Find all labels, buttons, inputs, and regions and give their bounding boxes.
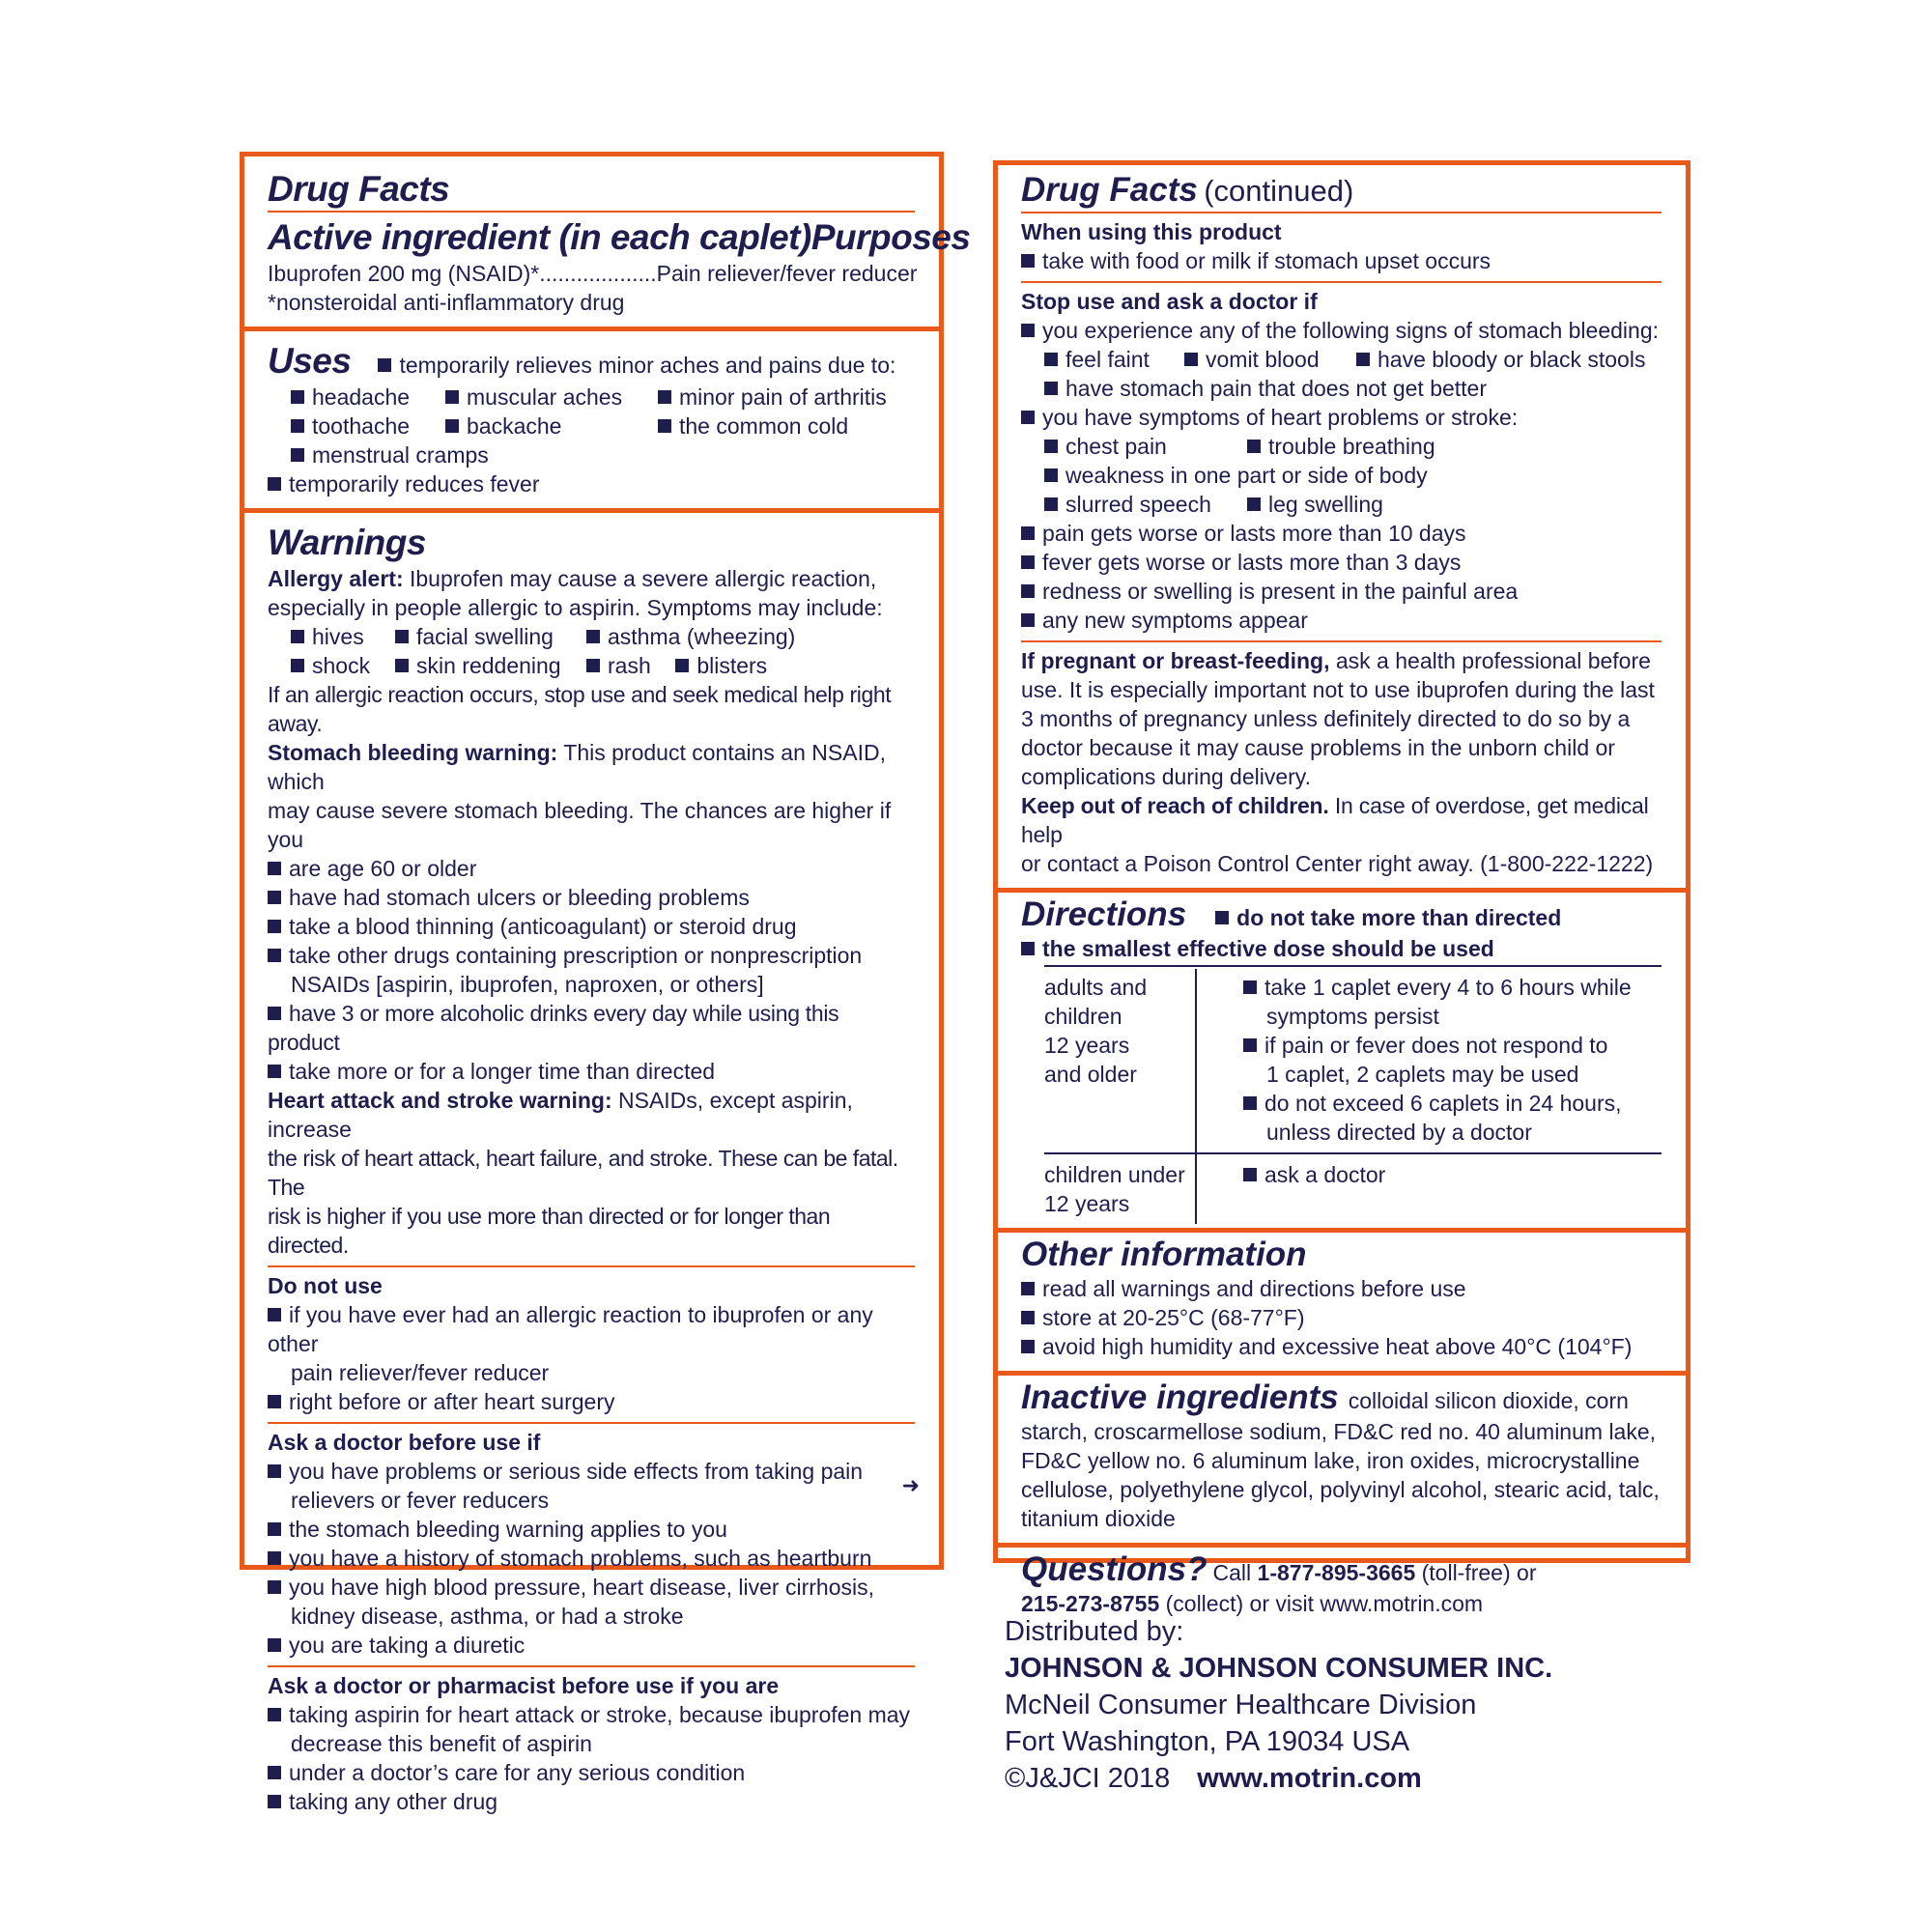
ask-pharmacist-item: taking aspirin for heart attack or stroke, because ibuprofen may xyxy=(289,1702,911,1727)
bullet-icon xyxy=(268,891,281,904)
bullet-icon xyxy=(395,659,409,672)
bullet-icon xyxy=(291,390,304,404)
bullet-icon xyxy=(1021,1340,1035,1353)
toll-free-number[interactable]: 1-877-895-3665 xyxy=(1257,1560,1416,1585)
bullet-icon xyxy=(675,659,689,672)
division-name: McNeil Consumer Healthcare Division xyxy=(1005,1690,1477,1720)
active-ingredient: Ibuprofen 200 mg (NSAID)* xyxy=(268,261,540,286)
heart-sign: leg swelling xyxy=(1268,492,1383,517)
symptom: asthma (wheezing) xyxy=(608,624,796,649)
uses-last: temporarily reduces fever xyxy=(289,471,540,497)
heart-text-3: risk is higher if you use more than directed or for longer than directed. xyxy=(268,1204,831,1258)
symptom: rash xyxy=(608,653,651,678)
bullet-icon xyxy=(1021,555,1035,569)
directions-table xyxy=(1044,969,1662,1224)
bullet-icon xyxy=(1243,980,1257,994)
use-item: headache xyxy=(312,384,411,410)
dot-leader: ................... xyxy=(539,261,657,286)
keep-out-text: In case of overdose, get medical help xyxy=(1021,793,1649,847)
ask-doctor-item: you have high blood pressure, heart disease, liver cirrhosis, xyxy=(289,1575,874,1600)
website-link[interactable]: www.motrin.com xyxy=(1197,1763,1422,1794)
active-ingredient-heading: Active ingredient (in each caplet) xyxy=(268,217,811,257)
heart-text: NSAIDs, except aspirin, increase xyxy=(268,1088,853,1142)
when-using-item: take with food or milk if stomach upset occurs xyxy=(1042,248,1492,273)
stomach-item: are age 60 or older xyxy=(289,856,477,881)
bullet-icon xyxy=(268,1522,281,1536)
bullet-icon xyxy=(1044,353,1058,366)
age-group: children under xyxy=(1044,1162,1185,1187)
stomach-text-2: may cause severe stomach bleeding. The chances are higher if you xyxy=(268,798,892,852)
bullet-icon xyxy=(658,390,671,404)
directions-section xyxy=(998,893,1686,1233)
use-item: menstrual cramps xyxy=(312,442,489,468)
drug-facts-header-section xyxy=(244,156,971,331)
inactive-ingredients-section xyxy=(998,1376,1686,1548)
purpose-value: Pain reliever/fever reducer xyxy=(656,261,918,286)
age-group: 12 years xyxy=(1044,1033,1130,1058)
footnote: *nonsteroidal anti-inflammatory drug xyxy=(268,290,625,315)
bleed-sign: vomit blood xyxy=(1206,347,1320,372)
allergy-text-2: especially in people allergic to aspirin. Symptoms may include: xyxy=(268,595,883,620)
bullet-icon xyxy=(1021,254,1035,268)
bullet-icon xyxy=(291,419,304,433)
continued-label: (continued) xyxy=(1204,174,1354,208)
bleed-sign: have bloody or black stools xyxy=(1378,347,1646,372)
bullet-icon xyxy=(1247,497,1261,511)
bullet-icon xyxy=(445,419,459,433)
purposes-heading: Purposes xyxy=(810,217,971,257)
do-not-use-item-cont: pain reliever/fever reducer xyxy=(291,1360,550,1385)
uses-section xyxy=(244,331,939,513)
bullet-icon xyxy=(268,1308,281,1321)
dosage-instruction-cont: unless directed by a doctor xyxy=(1266,1120,1532,1145)
bullet-icon xyxy=(586,659,600,672)
bullet-icon xyxy=(1021,613,1035,627)
bullet-icon xyxy=(1021,324,1035,337)
bullet-icon xyxy=(395,630,409,643)
bullet-icon xyxy=(268,1464,281,1478)
warnings-heading: Warnings xyxy=(268,523,426,562)
inactive-ingredients-text: colloidal silicon dioxide, corn xyxy=(1348,1388,1629,1413)
active-ingredient-row xyxy=(268,259,918,288)
bullet-icon xyxy=(1044,382,1058,395)
bullet-icon xyxy=(268,920,281,933)
bullet-icon xyxy=(1021,526,1035,540)
keep-out-label: Keep out of reach of children. xyxy=(1021,793,1329,818)
ask-doctor-item: you are taking a diuretic xyxy=(289,1633,526,1658)
bullet-icon xyxy=(1044,497,1058,511)
bullet-icon xyxy=(1021,411,1035,424)
bullet-icon xyxy=(1021,1311,1035,1324)
questions-heading: Questions? xyxy=(1021,1550,1208,1588)
company-address: Fort Washington, PA 19034 USA xyxy=(1005,1726,1410,1757)
bullet-icon xyxy=(291,630,304,643)
ask-pharmacist-item: taking any other drug xyxy=(289,1789,498,1814)
bullet-icon xyxy=(586,630,600,643)
collect-number[interactable]: 215-273-8755 xyxy=(1021,1591,1160,1616)
do-not-use-item: if you have ever had an allergic reaction to ibuprofen or any other xyxy=(268,1302,873,1356)
keep-out-text-2: or contact a Poison Control Center right away. (1-800-222-1222) xyxy=(1021,851,1654,876)
stomach-item: take more or for a longer time than directed xyxy=(289,1059,716,1084)
bullet-icon xyxy=(268,1065,281,1078)
stop-item: fever gets worse or lasts more than 3 days xyxy=(1042,550,1462,575)
when-using-heading: When using this product xyxy=(1021,219,1282,244)
bullet-icon xyxy=(1184,353,1198,366)
dosage-instruction: if pain or fever does not respond to xyxy=(1264,1033,1608,1058)
pregnancy-label: If pregnant or breast-feeding, xyxy=(1021,648,1330,673)
dosage-instruction-cont: 1 caplet, 2 caplets may be used xyxy=(1266,1062,1579,1087)
bullet-icon xyxy=(1215,911,1229,924)
inactive-ingredients-heading: Inactive ingredients xyxy=(1021,1378,1339,1416)
continued-arrow-icon: ➜ xyxy=(901,1473,920,1497)
allergy-alert-label: Allergy alert: xyxy=(268,566,404,591)
other-info-item: avoid high humidity and excessive heat above 40°C (104°F) xyxy=(1042,1334,1633,1359)
directions-heading: Directions xyxy=(1021,895,1187,933)
uses-intro: temporarily relieves minor aches and pains due to: xyxy=(399,353,896,378)
symptom: facial swelling xyxy=(416,624,554,649)
ask-doctor-item: you have a history of stomach problems, such as heartburn xyxy=(289,1546,872,1571)
stomach-item: take a blood thinning (anticoagulant) or steroid drug xyxy=(289,914,797,939)
distributed-by-label: Distributed by: xyxy=(1005,1616,1184,1647)
bullet-icon xyxy=(268,1551,281,1565)
heart-sign: slurred speech xyxy=(1065,492,1211,517)
stop-item: you experience any of the following signs of stomach bleeding: xyxy=(1042,318,1660,343)
stomach-item: have 3 or more alcoholic drinks every day while using this product xyxy=(268,1001,839,1055)
bullet-icon xyxy=(1247,440,1261,453)
bullet-icon xyxy=(291,448,304,462)
symptom: hives xyxy=(312,624,364,649)
pregnancy-text-5: complications during delivery. xyxy=(1021,764,1311,789)
bleed-sign: feel faint xyxy=(1065,347,1150,372)
do-not-use-heading: Do not use xyxy=(268,1273,383,1298)
company-name: JOHNSON & JOHNSON CONSUMER INC. xyxy=(1005,1653,1553,1684)
bullet-icon xyxy=(268,1795,281,1808)
copyright: ©J&JCI 2018 xyxy=(1005,1763,1171,1794)
dosage-instruction: ask a doctor xyxy=(1264,1162,1386,1187)
stomach-item-cont: NSAIDs [aspirin, ibuprofen, naproxen, or others] xyxy=(291,972,764,997)
bullet-icon xyxy=(268,949,281,962)
ask-doctor-item-cont: relievers or fever reducers xyxy=(291,1488,550,1513)
inactive-ingredients-text: FD&C yellow no. 6 aluminum lake, iron oxides, microcrystalline xyxy=(1021,1448,1640,1473)
bullet-icon xyxy=(268,1766,281,1779)
pregnancy-text-3: 3 months of pregnancy unless definitely directed to do so by a xyxy=(1021,706,1631,731)
symptom: blisters xyxy=(696,653,768,678)
age-group: 12 years xyxy=(1044,1191,1130,1216)
use-item: minor pain of arthritis xyxy=(679,384,887,410)
bullet-icon xyxy=(378,358,391,372)
dosage-instruction: do not exceed 6 caplets in 24 hours, xyxy=(1264,1091,1622,1116)
bullet-icon xyxy=(1044,440,1058,453)
bleed-sign: have stomach pain that does not get better xyxy=(1065,376,1488,401)
drug-facts-title: Drug Facts xyxy=(268,169,450,209)
stomach-item: have had stomach ulcers or bleeding problems xyxy=(289,885,750,910)
bullet-icon xyxy=(445,390,459,404)
inactive-ingredients-text: titanium dioxide xyxy=(1021,1506,1176,1531)
allergy-action: If an allergic reaction occurs, stop use and seek medical help right away. xyxy=(268,682,892,736)
use-item: backache xyxy=(467,413,562,439)
bullet-icon xyxy=(658,419,671,433)
inactive-ingredients-text: cellulose, polyethylene glycol, polyvinyl alcohol, stearic acid, talc, xyxy=(1021,1477,1660,1502)
other-information-heading: Other information xyxy=(1021,1236,1307,1273)
stomach-warning-label: Stomach bleeding warning: xyxy=(268,740,558,765)
bullet-icon xyxy=(1243,1038,1257,1052)
pregnancy-text: ask a health professional before xyxy=(1335,648,1651,673)
warnings-section xyxy=(244,513,939,1814)
bullet-icon xyxy=(268,477,281,491)
ask-doctor-item-cont: kidney disease, asthma, or had a stroke xyxy=(291,1604,684,1629)
use-item: toothache xyxy=(312,413,411,439)
bullet-icon xyxy=(1021,584,1035,598)
stop-item: any new symptoms appear xyxy=(1042,608,1308,633)
bullet-icon xyxy=(268,1638,281,1652)
bullet-icon xyxy=(268,1395,281,1408)
stop-item: pain gets worse or lasts more than 10 days xyxy=(1042,521,1466,546)
bullet-icon xyxy=(1243,1168,1257,1181)
use-item: muscular aches xyxy=(467,384,623,410)
stomach-item: take other drugs containing prescription or nonprescription xyxy=(289,943,863,968)
bullet-icon xyxy=(1044,469,1058,482)
directions-item: do not take more than directed xyxy=(1236,905,1562,930)
other-info-item: read all warnings and directions before use xyxy=(1042,1276,1466,1301)
age-group: children xyxy=(1044,1004,1122,1029)
other-info-item: store at 20-25°C (68-77°F) xyxy=(1042,1305,1305,1330)
bullet-icon xyxy=(291,659,304,672)
drug-facts-title-continued: Drug Facts xyxy=(1021,171,1198,209)
ask-doctor-item: you have problems or serious side effects from taking pain xyxy=(289,1459,864,1484)
directions-item: the smallest effective dose should be used xyxy=(1042,936,1494,961)
heart-sign: chest pain xyxy=(1065,434,1167,459)
drug-facts-panel-right xyxy=(993,160,1690,1616)
bullet-icon xyxy=(1021,942,1035,955)
pregnancy-text-4: doctor because it may cause problems in the unborn child or xyxy=(1021,735,1615,760)
ask-pharmacist-heading: Ask a doctor or pharmacist before use if you are xyxy=(268,1673,780,1698)
drug-facts-continued-section xyxy=(998,165,1686,893)
bullet-icon xyxy=(1243,1096,1257,1110)
heart-sign: weakness in one part or side of body xyxy=(1065,463,1428,488)
drug-facts-panel-left xyxy=(240,152,971,1814)
allergy-text: Ibuprofen may cause a severe allergic reaction, xyxy=(410,566,877,591)
distributor-block xyxy=(1005,1613,1552,1797)
questions-call: Call xyxy=(1212,1560,1252,1585)
heart-warning-label: Heart attack and stroke warning: xyxy=(268,1088,612,1113)
uses-heading: Uses xyxy=(268,341,352,381)
ask-doctor-item: the stomach bleeding warning applies to you xyxy=(289,1517,727,1542)
ask-doctor-heading: Ask a doctor before use if xyxy=(268,1430,541,1455)
stop-item: redness or swelling is present in the painful area xyxy=(1042,579,1519,604)
stomach-text: This product contains an NSAID, which xyxy=(268,740,886,794)
bullet-icon xyxy=(268,1708,281,1721)
bullet-icon xyxy=(1356,353,1370,366)
age-group: and older xyxy=(1044,1062,1137,1087)
toll-free-label: (toll-free) or xyxy=(1421,1560,1537,1585)
stop-item: you have symptoms of heart problems or stroke: xyxy=(1042,405,1519,430)
symptom: skin reddening xyxy=(416,653,561,678)
bullet-icon xyxy=(268,862,281,875)
pregnancy-text-2: use. It is especially important not to use ibuprofen during the last xyxy=(1021,677,1655,702)
heart-sign: trouble breathing xyxy=(1268,434,1435,459)
ask-pharmacist-item-cont: decrease this benefit of aspirin xyxy=(291,1731,592,1756)
use-item: the common cold xyxy=(679,413,849,439)
ask-pharmacist-item: under a doctor’s care for any serious condition xyxy=(289,1760,746,1785)
heart-text-2: the risk of heart attack, heart failure, and stroke. These can be fatal. The xyxy=(268,1146,898,1200)
do-not-use-item: right before or after heart surgery xyxy=(289,1389,615,1414)
inactive-ingredients-text: starch, croscarmellose sodium, FD&C red no. 40 aluminum lake, xyxy=(1021,1419,1657,1444)
other-information-section xyxy=(998,1233,1686,1376)
bullet-icon xyxy=(268,1007,281,1020)
dosage-instruction-cont: symptoms persist xyxy=(1266,1004,1439,1029)
stop-use-heading: Stop use and ask a doctor if xyxy=(1021,289,1318,314)
symptom: shock xyxy=(312,653,371,678)
dosage-instruction: take 1 caplet every 4 to 6 hours while xyxy=(1264,975,1632,1000)
collect-label: (collect) or visit www.motrin.com xyxy=(1165,1591,1484,1616)
bullet-icon xyxy=(268,1580,281,1594)
age-group: adults and xyxy=(1044,975,1148,1000)
bullet-icon xyxy=(1021,1282,1035,1295)
